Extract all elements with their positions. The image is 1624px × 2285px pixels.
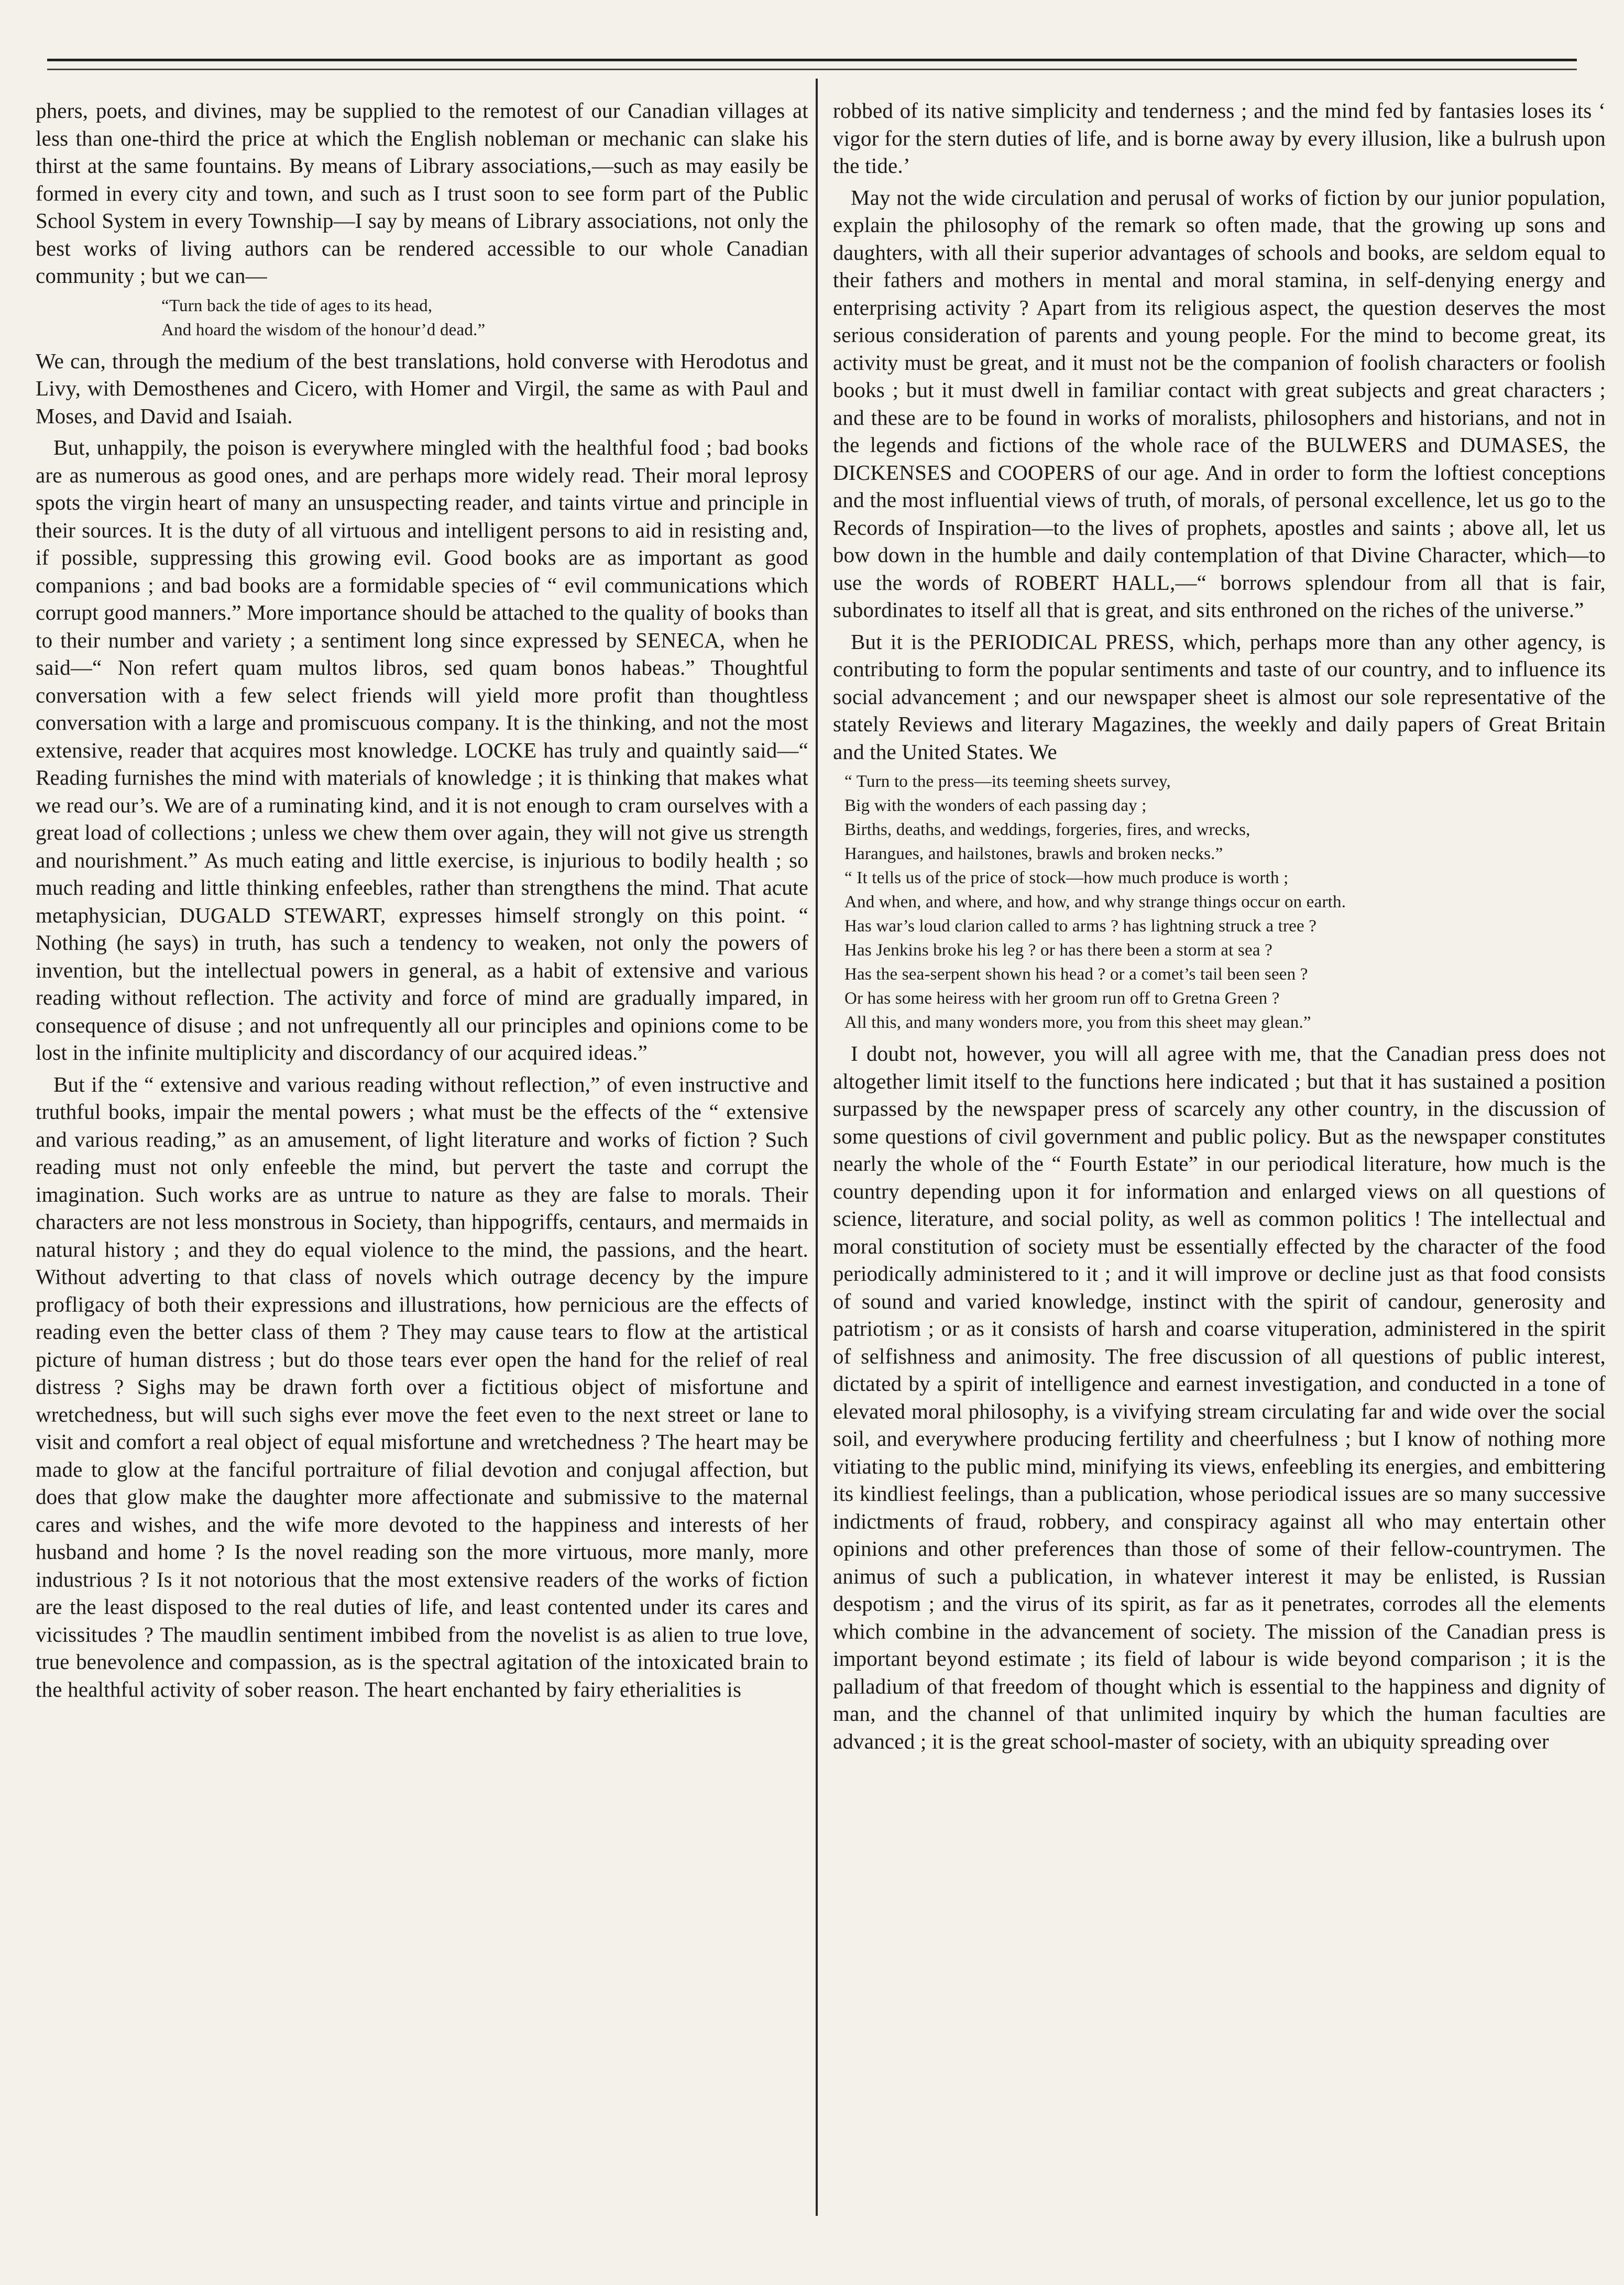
verse-line: “Turn back the tide of ages to its head, (161, 296, 433, 315)
header-rule (47, 59, 1577, 70)
right-column (833, 97, 1606, 1759)
verse-line: Big with the wonders of each passing day ; (844, 796, 1147, 815)
paragraph: phers, poets, and divines, may be supplied to the remotest of our Canadian villages at less than one-third the price at which the English nobleman or mechanic can slake his thirst at the same fountains. By means of Library associations,—such as may easily be formed in every city and town, and such as I trust soon to see form part of the Public School System in every Township—I say by means of Library associations, not only the best works of living authors can be rendered accessible to our whole Canadian community ; but we can— (36, 98, 808, 288)
paragraph: I doubt not, however, you will all agree with me, that the Canadian press does not altogether limit itself to the functions here indicated ; but that it has sustained a position surpassed by the newspaper press of scarcely any other country, in the discussion of some questions of civil government and public policy. But as the newspaper constitutes nearly the whole of the “ Fourth Estate” in our periodical literature, how much is the country depending upon it for information and enlarged views on all questions of science, literature, and social polity, as well as common politics ! The intellectual and moral constitution of society must be essentially effected by the character of the food periodically administered to it ; and it will improve or decline just as that food consists of sound and varied knowledge, instinct with the spirit of candour, generosity and patriotism ; or as it consists of harsh and coarse vituperation, administered in the spirit of selfishness and animosity. The free discussion of all questions of public interest, dictated by a spirit of intelligence and earnest investigation, and conducted in a tone of elevated moral philosophy, is a vivifying stream circulating far and wide over the social soil, and everywhere producing fertility and cheerfulness ; but I know of nothing more vitiating to the public mind, minifying its views, enfeebling its energies, and embittering its kindliest feelings, than a publication, whose periodical issues are so many successive indictments of fraud, robbery, and conspiracy against all who may entertain other opinions and other preferences than those of some of their fellow-countrymen. The animus of such a publication, in whatever interest it may be enlisted, is Russian despotism ; and the virus of its spirit, as far as it penetrates, corrodes all the elements which combine in the advancement of society. The mission of the Canadian press is important beyond estimate ; its field of labour is wide beyond comparison ; it is the palladium of that freedom of thought which is essential to the happiness and dignity of man, and the channel of that unlimited inquiry by which the human faculties are advanced ; it is the great school-master of society, with an ubiquity spreading over (833, 1041, 1606, 1753)
paragraph: But if the “ extensive and various reading without reflection,” of even instructive and truthful books, impair the mental powers ; what must be the effects of the “ extensive and various reading,” as an amusement, of light literature and works of fiction ? Such reading must not only enfeeble the mind, but pervert the taste and corrupt the imagination. Such works are as untrue to nature as they are false to morals. Their characters are not less monstrous in Society, than hippogriffs, centaurs, and mermaids in natural history ; and they do equal violence to the mind, the passions, and the heart. Without adverting to that class of novels which outrage decency by the impure profligacy of both their expressions and illustrations, how pernicious are the effects of reading even the better class of them ? They may cause tears to flow at the artistical picture of human distress ; but do those tears ever open the hand for the relief of real distress ? Sighs may be drawn forth over a fictitious object of misfortune and wretchedness, but will such sighs ever move the feet even to the next street or lane to visit and comfort a real object of equal misfortune and wretchedness ? The heart may be made to glow at the fanciful portraiture of filial devotion and conjugal affection, but does that glow make the daughter more affectionate and submissive to the maternal cares and wishes, and the wife more devoted to the happiness and interests of her husband and home ? Is the novel reading son the more virtuous, more manly, more industrious ? Is it not notorious that the most extensive readers of the works of fiction are the least disposed to the real duties of life, and least contented under its cares and vicissitudes ? The maudlin sentiment imbibed from the novelist is as alien to true love, true benevolence and compassion, as is the spectral agitation of the intoxicated brain to the healthful activity of sober reason. The heart enchanted by fairy etherialities is (36, 1072, 808, 1701)
verse-line: And hoard the wisdom of the honour’d dead.” (161, 320, 486, 339)
paragraph: robbed of its native simplicity and tenderness ; and the mind fed by fantasies loses its ‘ vigor for the stern duties of life, and is borne away by every illusion, like a bulrush upon the tide.’ (833, 98, 1606, 178)
verse-quote (36, 294, 808, 342)
verse-line: “ Turn to the press—its teeming sheets survey, (844, 772, 1171, 791)
verse-line: Has the sea-serpent shown his head ? or a comet’s tail been seen ? (844, 965, 1308, 984)
verse-quote (833, 770, 1606, 1035)
verse-line: “ It tells us of the price of stock—how much produce is worth ; (844, 869, 1289, 887)
verse-line: Or has some heiress with her groom run off to Gretna Green ? (844, 989, 1280, 1008)
verse-line: Harangues, and hailstones, brawls and broken necks.” (844, 844, 1223, 863)
paragraph: But it is the PERIODICAL PRESS, which, perhaps more than any other agency, is contributing to form the popular sentiments and taste of our country, and to influence its social advancement ; and our newspaper sheet is almost our sole representative of the stately Reviews and literary Magazines, the weekly and daily papers of Great Britain and the United States. We (833, 629, 1606, 764)
verse-line: All this, and many wonders more, you from this sheet may glean.” (844, 1013, 1311, 1032)
verse-line: Has Jenkins broke his leg ? or has there been a storm at sea ? (844, 941, 1272, 960)
verse-line: Has war’s loud clarion called to arms ? has lightning struck a tree ? (844, 917, 1317, 936)
verse-line: And when, and where, and how, and why strange things occur on earth. (844, 893, 1346, 911)
column-divider (816, 79, 818, 2216)
verse-line: Births, deaths, and weddings, forgeries, fires, and wrecks, (844, 820, 1250, 839)
paragraph: We can, through the medium of the best translations, hold converse with Herodotus and Livy, with Demosthenes and Cicero, with Homer and Virgil, the same as with Paul and Moses, and David and Isaiah. (36, 348, 808, 428)
left-column (36, 97, 808, 1707)
paragraph: May not the wide circulation and perusal of works of fiction by our junior population, explain the philosophy of the remark so often made, that the growing up sons and daughters, with all their superior advantages of schools and books, are seldom equal to their fathers and mothers in mental and moral stamina, in self-denying energy and enterprising activity ? Apart from its religious aspect, the question deserves the most serious consideration of parents and young people. For the mind to become great, its activity must be great, and it must not be the companion of foolish characters or foolish books ; but it must dwell in familiar contact with great subjects and great characters ; and these are to be found in works of moralists, philosophers and historians, and not in the legends and fictions of the whole race of the BULWERS and DUMASES, the DICKENSES and COOPERS of our age. And in order to form the loftiest conceptions and the most influential views of truth, of morals, of personal excellence, let us go to the Records of Inspiration—to the lives of prophets, apostles and saints ; above all, let us bow down in the humble and daily contemplation of that Divine Character, which—to use the words of ROBERT HALL,—“ borrows splendour from all that is fair, subordinates to itself all that is great, and sits enthroned on the riches of the universe.” (833, 185, 1606, 622)
paragraph: But, unhappily, the poison is everywhere mingled with the healthful food ; bad books are as numerous as good ones, and are perhaps more widely read. Their moral leprosy spots the virgin heart of many an unsuspecting reader, and taints virtue and principle in their sources. It is the duty of all virtuous and intelligent persons to aid in resisting and, if possible, suppressing this growing evil. Good books are as important as good companions ; and bad books are a formidable species of “ evil communications which corrupt good manners.” More importance should be attached to the quality of books than to their number and variety ; a sentiment long since expressed by SENECA, when he said—“ Non refert quam multos libros, sed quam bonos habeas.” Thoughtful conversation with a few select friends will yield more profit than thoughtless conversation with a large and promiscuous company. It is the thinking, and not the most extensive, reader that acquires most knowledge. LOCKE has truly and quaintly said—“ Reading furnishes the mind with materials of knowledge ; it is thinking that makes what we read our’s. We are of a ruminating kind, and it is not enough to cram ourselves with a great load of collections ; unless we chew them over again, they will not give us strength and nourishment.” As much eating and little exercise, is injurious to bodily health ; so much reading and little thinking enfeebles, rather than strengthens the mind. That acute metaphysician, DUGALD STEWART, expresses himself strongly on this point. “ Nothing (he says) in truth, has such a tendency to weaken, not only the powers of invention, but the intellectual powers in general, as a habit of extensive and various reading without reflection. The activity and force of mind are gradually impared, in consequence of disuse ; and not unfrequently all our principles and opinions come to be lost in the infinite multiplicity and discordancy of our acquired ideas.” (36, 435, 808, 1064)
